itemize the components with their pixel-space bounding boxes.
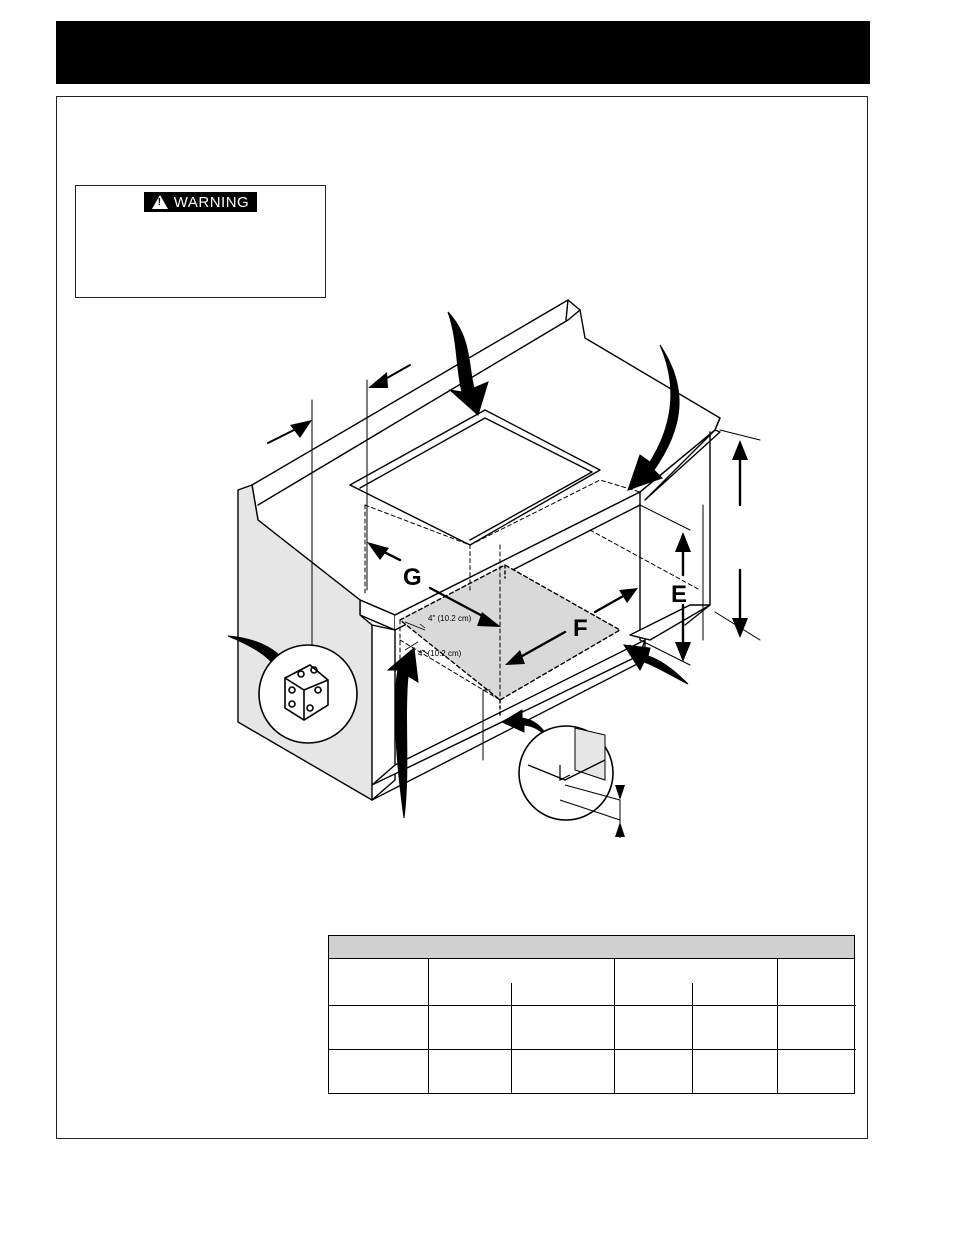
label-f: F — [573, 615, 588, 642]
label-e: E — [671, 581, 688, 608]
table-body — [328, 959, 855, 1094]
arrow-f-right — [595, 595, 625, 612]
table-header — [328, 935, 855, 959]
arrow-top-left — [268, 428, 298, 443]
curved-arrow-right-bottom — [624, 645, 688, 684]
dimensions-table — [328, 935, 855, 1094]
label-dim-bottom: 4" (10.2 cm) — [418, 649, 462, 658]
right-cabinet-rail — [630, 605, 710, 640]
curved-arrow-bottom-front — [388, 648, 418, 818]
label-dim-top: 4" (10.2 cm) — [428, 614, 472, 623]
warning-badge-label: WARNING — [173, 193, 250, 211]
label-g: G — [403, 564, 422, 591]
